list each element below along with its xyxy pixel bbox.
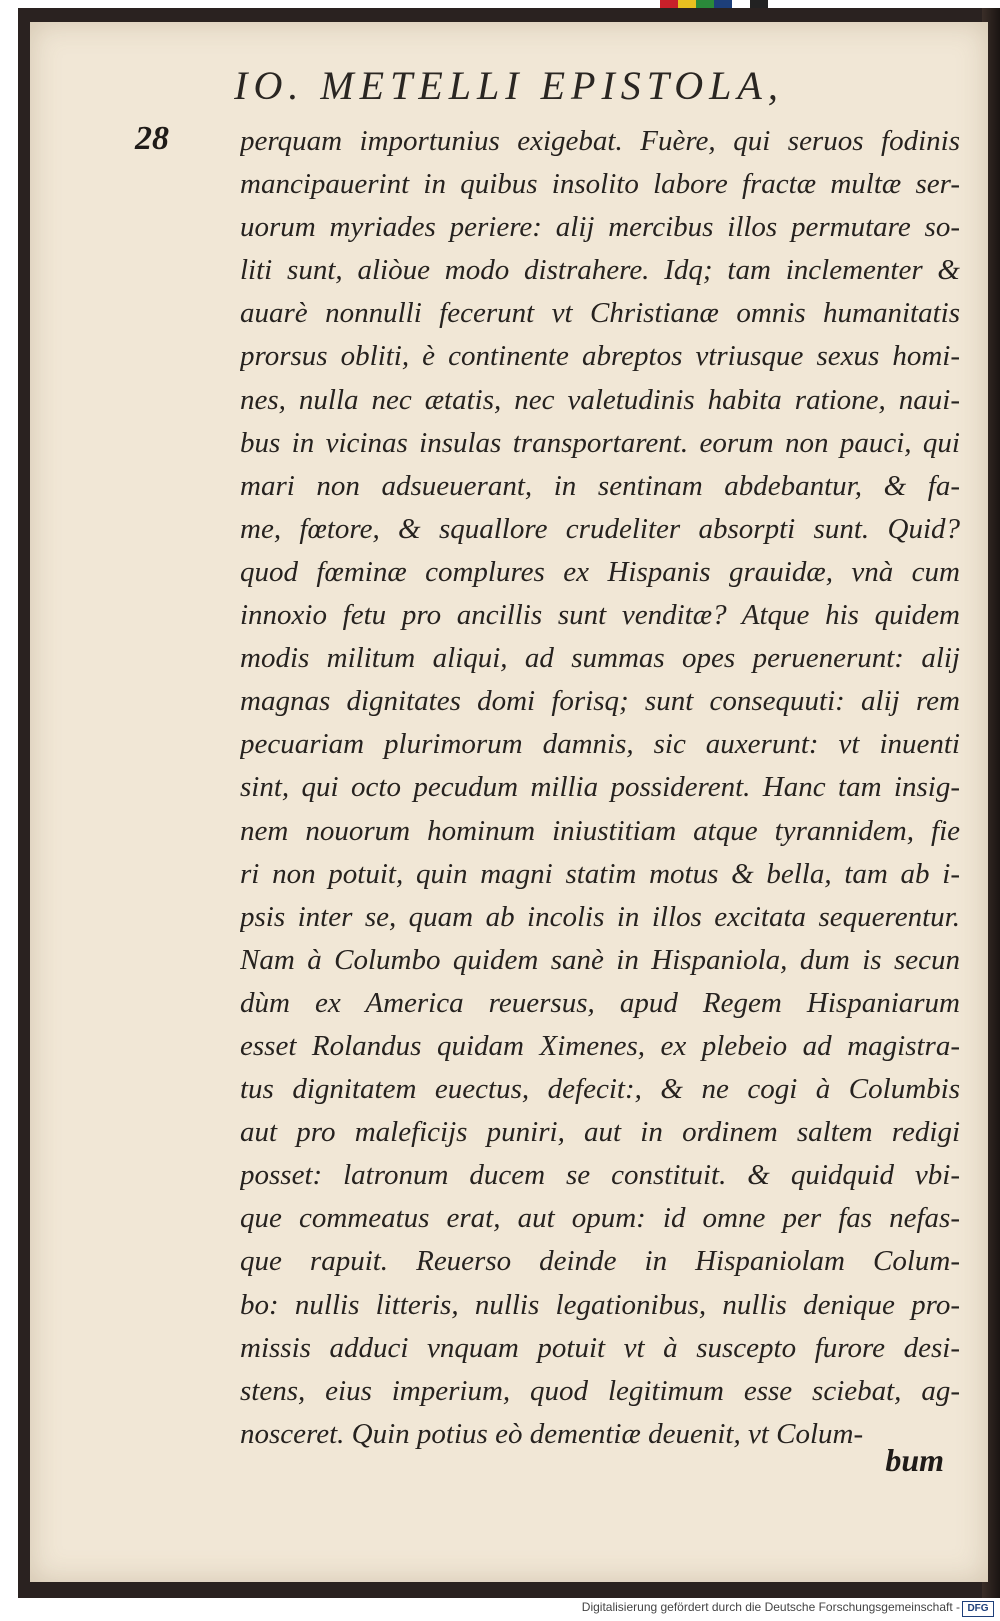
text-line: psis inter se, quam ab incolis in illos excitata sequerentur. (240, 900, 960, 933)
text-line: nosceret. Quin potius eò dementiæ deuenit, vt Colum- (240, 1417, 864, 1450)
text-line: innoxio fetu pro ancillis sunt venditæ? Atque his quidem (240, 599, 960, 632)
color-swatch (732, 0, 750, 8)
text-line: stens, eius imperium, quod legitimum esse sciebat, ag- (240, 1374, 960, 1407)
text-line: prorsus obliti, è continente abreptos vtriusque sexus homi- (240, 340, 960, 373)
body-text (240, 120, 960, 1456)
text-line: perquam importunius exigebat. Fuère, qui seruos fodinis (240, 125, 960, 157)
color-swatch (660, 0, 678, 8)
text-line: liti sunt, aliòue modo distrahere. Idq; tam inclementer & (240, 254, 960, 287)
text-line: tus dignitatem euectus, defecit:, & ne cogi à Columbis (240, 1073, 960, 1106)
color-swatch (714, 0, 732, 8)
color-swatch (750, 0, 768, 8)
text-line: mancipauerint in quibus insolito labore fractæ multæ ser- (240, 168, 960, 201)
text-line: que commeatus erat, aut opum: id omne per fas nefas- (240, 1202, 960, 1235)
margin-page-number: 28 (135, 120, 169, 157)
color-swatch (696, 0, 714, 8)
text-line: bo: nullis litteris, nullis legationibus, nullis denique pro- (240, 1288, 960, 1321)
text-line: uorum myriades periere: alij mercibus illos permutare so- (240, 211, 960, 244)
text-line: dùm ex America reuersus, apud Regem Hispaniarum (240, 986, 960, 1019)
text-line: me, fœtore, & squallore crudeliter absorpti sunt. Quid? (240, 512, 960, 545)
text-line: ri non potuit, quin magni statim motus & bella, tam ab i- (240, 857, 960, 890)
text-line: posset: latronum ducem se constituit. & quidquid vbi- (240, 1159, 960, 1192)
dfg-logo: DFG (962, 1601, 994, 1617)
text-line: magnas dignitates domi forisq; sunt consequuti: alij rem (240, 685, 960, 718)
text-line: aut pro maleficijs puniri, aut in ordinem saltem redigi (240, 1116, 960, 1149)
text-line: que rapuit. Reuerso deinde in Hispaniolam Colum- (240, 1245, 960, 1278)
text-line: Nam à Columbo quidem sanè in Hispaniola, dum is secun (240, 943, 960, 976)
text-line: nes, nulla nec ætatis, nec valetudinis habita ratione, naui- (240, 383, 960, 416)
footer-bar (0, 1598, 1000, 1621)
funding-credit: Digitalisierung gefördert durch die Deutsche Forschungsgemeinschaft - (581, 1600, 960, 1614)
text-line: esset Rolandus quidam Ximenes, ex plebeio ad magistra- (240, 1029, 960, 1062)
text-line: nem nouorum hominum iniustitiam atque tyrannidem, fie (240, 814, 960, 847)
text-line: sint, qui octo pecudum millia possiderent. Hanc tam insig- (240, 771, 960, 804)
text-line: mari non adsueuerant, in sentinam abdebantur, & fa- (240, 469, 960, 502)
running-header: IO. METELLI EPISTOLA, (234, 63, 784, 108)
text-line: pecuariam plurimorum damnis, sic auxerunt: vt inuenti (240, 728, 960, 761)
text-line: missis adduci vnquam potuit vt à suscepto furore desi- (240, 1331, 960, 1364)
text-line: bus in vicinas insulas transportarent. eorum non pauci, qui (240, 426, 960, 459)
book-page (30, 22, 988, 1582)
catchword: bum (885, 1442, 944, 1478)
color-swatch (678, 0, 696, 8)
text-line: quod fœminæ complures ex Hispanis grauidæ, vnà cum (240, 555, 960, 588)
text-line: auarè nonnulli fecerunt vt Christianæ omnis humanitatis (240, 297, 960, 330)
text-line: modis militum aliqui, ad summas opes peruenerunt: alij (240, 642, 960, 675)
